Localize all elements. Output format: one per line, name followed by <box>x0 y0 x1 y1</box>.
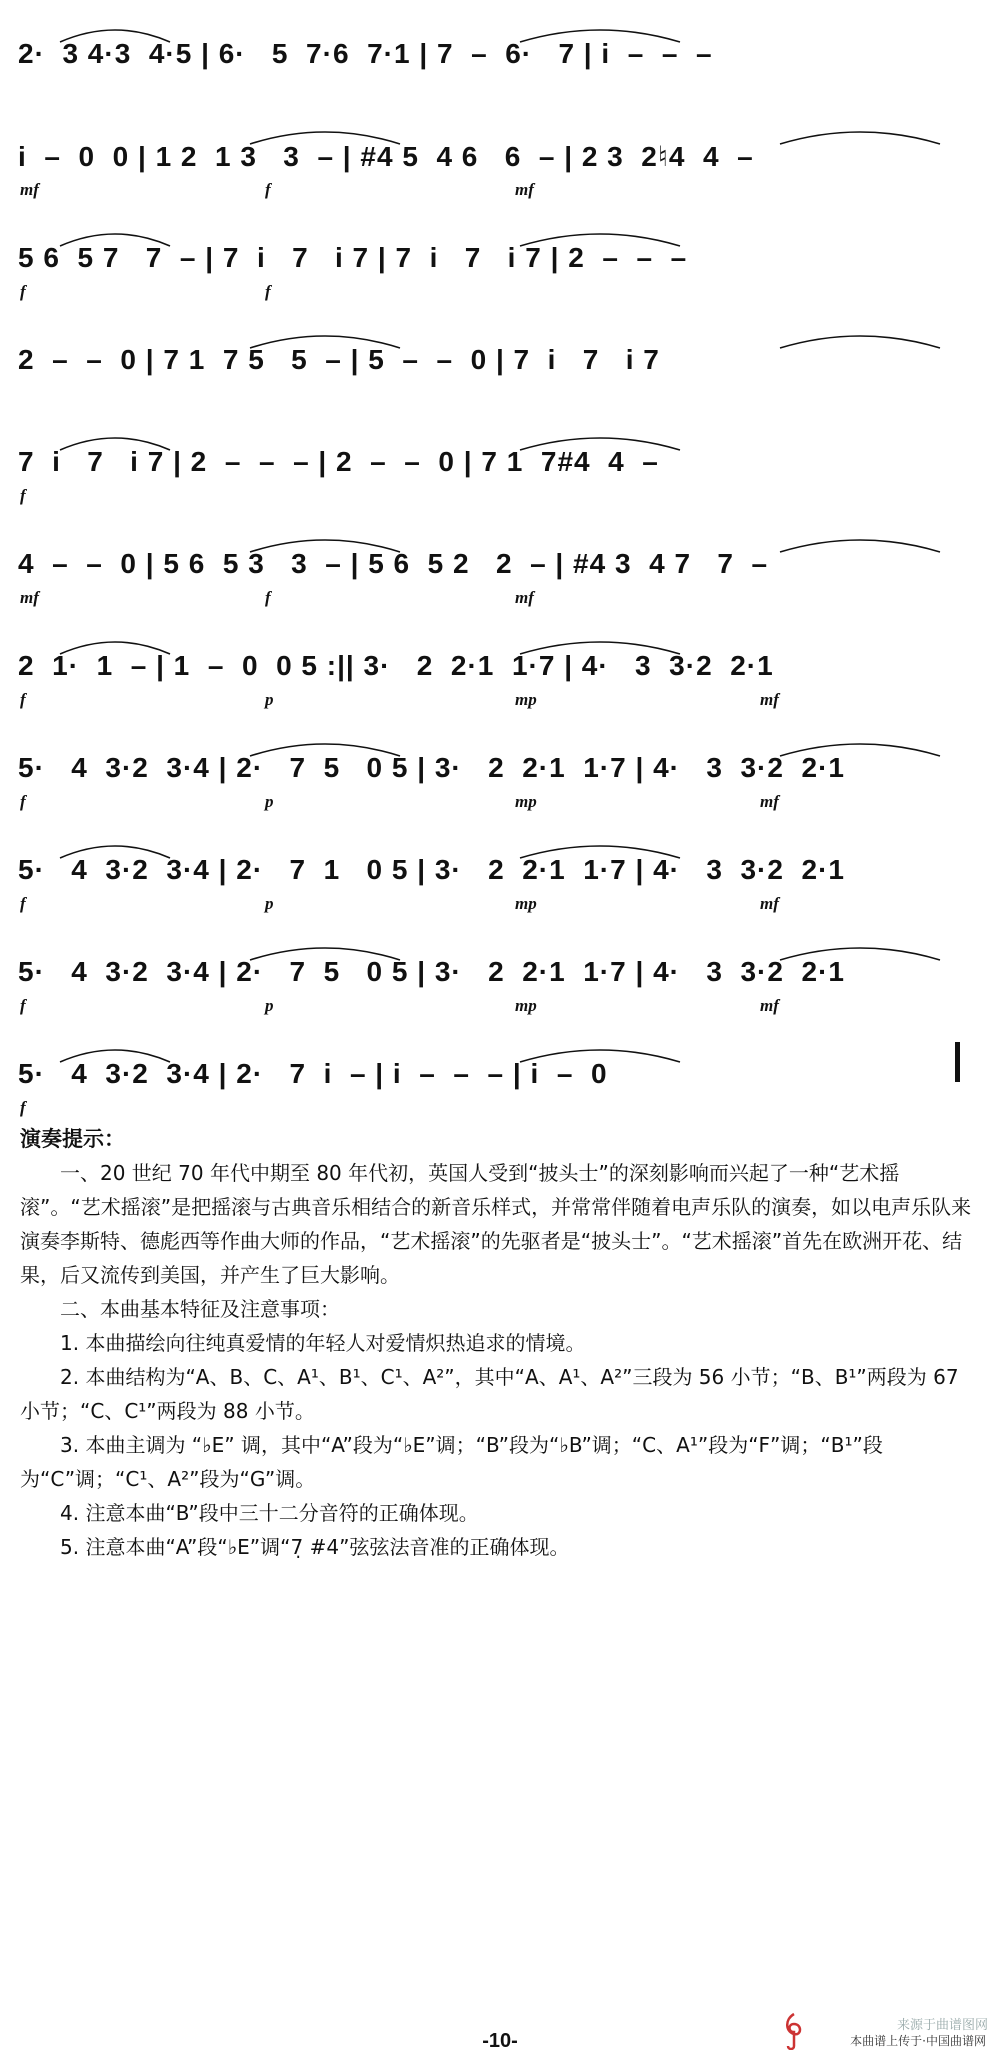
slur <box>250 948 400 960</box>
slur <box>520 234 680 246</box>
slur-marks <box>0 726 1000 766</box>
notes-paragraph-2: 二、本曲基本特征及注意事项： <box>60 1297 340 1321</box>
notes-paragraph-1: 一、20 世纪 70 年代中期至 80 年代初，英国人受到“披头士”的深刻影响而兴起了一种“艺术摇滚”。“艺术摇滚”是把摇滚与古典音乐相结合的新音乐样式，并常常伴随着电声乐队的演奏，如以电声乐队来演奏李斯特、德彪西等作曲大师的作品，“艺术摇滚”的先驱者是“披头士”。“艺术摇滚”首先在欧洲开花、结果，后又流传到美国，并产生了巨大影响。 <box>20 1161 972 1287</box>
page-number: -10- <box>482 2030 518 2052</box>
dynamic-mark: f <box>265 180 271 199</box>
dynamic-mark: mf <box>760 690 779 709</box>
dynamic-mark: p <box>265 996 274 1015</box>
slur <box>60 234 170 246</box>
final-barline <box>955 1042 960 1082</box>
jianpu-notes: 5 6 5 7 7 – | 7 i 7 i 7 | 7 i 7 i 7 | 2 – – – <box>18 242 688 273</box>
slur <box>60 30 170 42</box>
slur <box>780 540 940 552</box>
slur-marks <box>0 828 1000 868</box>
slur <box>520 1050 680 1062</box>
slur-marks <box>0 1032 1000 1072</box>
slur <box>780 132 940 144</box>
jianpu-notes: 5· 4 3·2 3·4 | 2· 7 1 0 5 | 3· 2 2·1 1·7 | 4· 3 3·2 2·1 <box>18 854 845 885</box>
slur-marks <box>0 930 1000 970</box>
jianpu-notes: 4 – – 0 | 5 6 5 3 3 – | 5 6 5 2 2 – | #4 3 4 7 7 – <box>18 548 769 579</box>
dynamic-mark: mf <box>760 792 779 811</box>
jianpu-notes: 5· 4 3·2 3·4 | 2· 7 i – | i – – – | i – 0 <box>18 1058 608 1089</box>
jianpu-notes: 2 – – 0 | 7 1 7 5 5 – | 5 – – 0 | 7 i 7 i 7 <box>18 344 660 375</box>
notes-heading: 演奏提示： <box>20 1127 125 1151</box>
slur <box>520 642 680 654</box>
jianpu-notes: 5· 4 3·2 3·4 | 2· 7 5 0 5 | 3· 2 2·1 1·7 | 4· 3 3·2 2·1 <box>18 956 845 987</box>
slur-marks <box>0 114 1000 154</box>
watermark: 来源于曲谱图网 <box>896 2018 988 2033</box>
dynamic-mark: p <box>265 690 274 709</box>
notes-item-1: 1. 本曲描绘向往纯真爱情的年轻人对爱情炽热追求的情境。 <box>60 1331 586 1355</box>
dynamic-mark: mf <box>760 996 779 1015</box>
slur-marks <box>0 624 1000 664</box>
notes-item-5: 5. 注意本曲“A”段“♭E”调“7̣ #4”弦弦法音准的正确体现。 <box>60 1535 570 1559</box>
slur-marks <box>0 420 1000 460</box>
slur-marks <box>0 12 1000 52</box>
jianpu-notes: 2 1· 1 – | 1 – 0 0 5 :|| 3· 2 2·1 1·7 | 4· 3 3·2 2·1 <box>18 650 774 681</box>
dynamic-mark: mp <box>515 690 537 709</box>
slur <box>780 744 940 756</box>
notes-item-2: 2. 本曲结构为“A、B、C、A¹、B¹、C¹、A²”，其中“A、A¹、A²”三段为 56 小节；“B、B¹”两段为 67 小节；“C、C¹”两段为 88 小节。 <box>20 1365 959 1423</box>
slur-marks <box>0 318 1000 358</box>
performance-notes <box>20 1122 978 1564</box>
dynamic-mark: f <box>20 996 26 1015</box>
slur-marks <box>0 216 1000 256</box>
jianpu-notes: i – 0 0 | 1 2 1 3 3 – | #4 5 4 6 6 – | 2 3 2♮4 4 – <box>18 141 754 172</box>
notes-item-3: 3. 本曲主调为 “♭E” 调，其中“A”段为“♭E”调；“B”段为“♭B”调；“C、A¹”段为“F”调；“B¹”段为“C”调；“C¹、A²”段为“G”调。 <box>20 1433 883 1491</box>
slur <box>250 744 400 756</box>
slur <box>780 948 940 960</box>
dynamic-mark: f <box>265 282 271 301</box>
dynamic-mark: mp <box>515 894 537 913</box>
dynamic-mark: f <box>20 690 26 709</box>
slur <box>250 132 400 144</box>
treble-clef-logo-icon <box>776 2010 810 2050</box>
jianpu-notes: 2· 3 4·3 4·5 | 6· 5 7·6 7·1 | 7 – 6· 7 | i – – – <box>18 38 713 69</box>
notes-item-4: 4. 注意本曲“B”段中三十二分音符的正确体现。 <box>60 1501 479 1525</box>
slur <box>520 846 680 858</box>
dynamic-mark: p <box>265 792 274 811</box>
dynamic-mark: mp <box>515 996 537 1015</box>
slur <box>60 846 170 858</box>
slur <box>780 336 940 348</box>
slur <box>60 1050 170 1062</box>
slur <box>250 336 400 348</box>
slur <box>520 438 680 450</box>
dynamic-mark: mf <box>515 180 534 199</box>
slur <box>60 642 170 654</box>
dynamic-mark: f <box>20 792 26 811</box>
dynamic-mark: mf <box>20 180 39 199</box>
jianpu-notes: 7 i 7 i 7 | 2 – – – | 2 – – 0 | 7 1 7#4 4 – <box>18 446 659 477</box>
dynamic-mark: f <box>265 588 271 607</box>
slur <box>60 438 170 450</box>
dynamic-mark: f <box>20 486 26 505</box>
upload-credit: 本曲谱上传于·中国曲谱网 <box>850 2034 986 2048</box>
dynamic-mark: p <box>265 894 274 913</box>
dynamic-mark: f <box>20 1098 26 1117</box>
dynamic-mark: mp <box>515 792 537 811</box>
dynamic-mark: mf <box>20 588 39 607</box>
dynamic-mark: mf <box>515 588 534 607</box>
jianpu-notes: 5· 4 3·2 3·4 | 2· 7 5 0 5 | 3· 2 2·1 1·7 | 4· 3 3·2 2·1 <box>18 752 845 783</box>
slur <box>520 30 680 42</box>
slur-marks <box>0 522 1000 562</box>
dynamic-mark: f <box>20 894 26 913</box>
dynamic-mark: mf <box>760 894 779 913</box>
dynamic-mark: f <box>20 282 26 301</box>
slur <box>250 540 400 552</box>
